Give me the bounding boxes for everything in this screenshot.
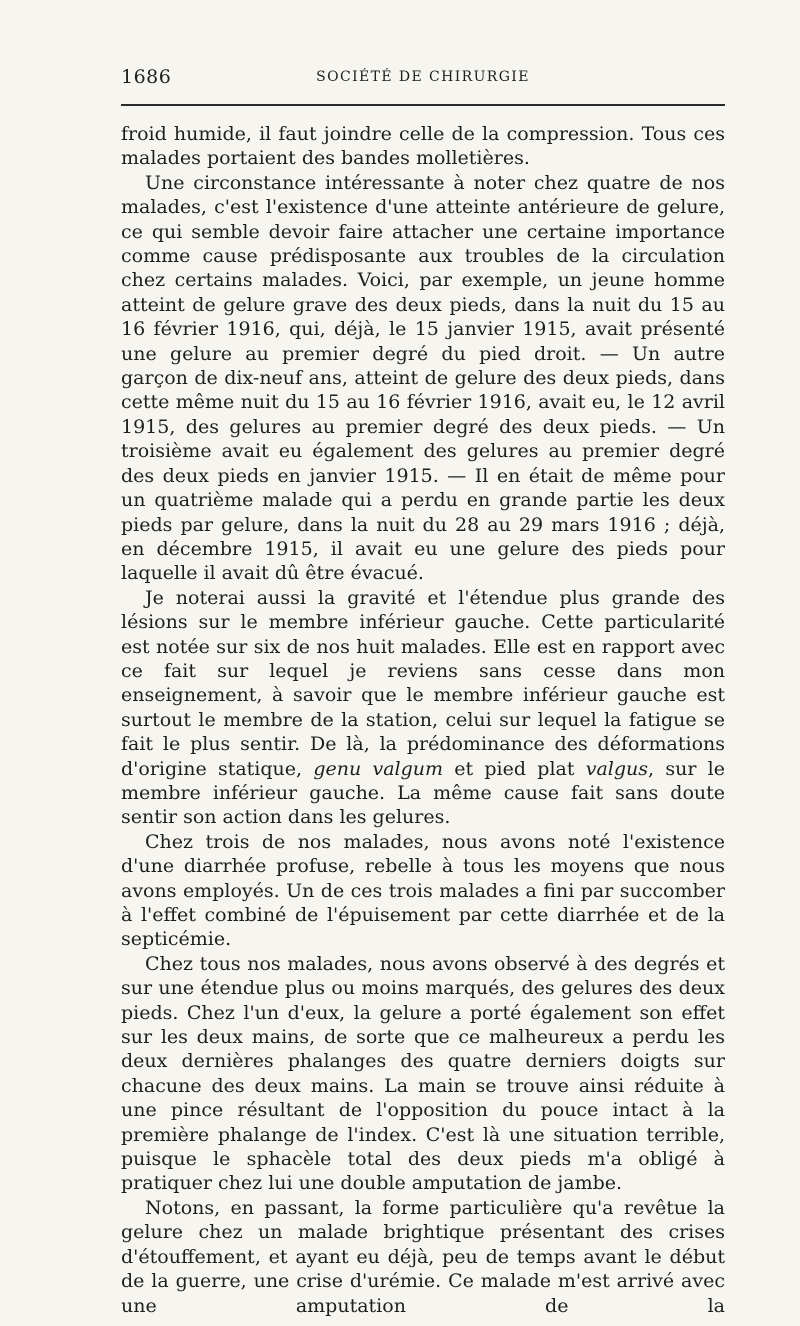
body-text [121, 122, 725, 1318]
valgus-term: valgus [585, 757, 649, 780]
paragraph-diarrhea: Chez trois de nos malades, nous avons noté l'existence d'une diarrhée profuse, rebelle à tous les moyens que nous avons employés. Un de ces trois malades a fini par succomber à l'effet combiné de l'épuisement par cette diarrhée et de la septicémie. [121, 830, 725, 951]
paragraph-prior-frostbite: Une circonstance intéressante à noter chez quatre de nos malades, c'est l'existence d'une atteinte antérieure de gelure, ce qui semble devoir faire attacher une certaine importance comme cause prédisposante aux troubles de la circulation chez certains malades. Voici, par exemple, un jeune homme atteint de gelure grave des deux pieds, dans la nuit du 15 au 16 février 1916, qui, déjà, le 15 janvier 1915, avait présenté une gelure au premier degré du pied droit. — Un autre garçon de dix-neuf ans, atteint de gelure des deux pieds, dans cette même nuit du 15 au 16 février 1916, avait eu, le 12 avril 1915, des gelures au premier degré des deux pieds. — Un troisième avait eu également des gelures au premier degré des deux pieds en janvier 1915. — Il en était de même pour un quatrième malade qui a perdu en grande partie les deux pieds par gelure, dans la nuit du 28 au 29 mars 1916 ; déjà, en décembre 1915, il avait eu une gelure des pieds pour laquelle il avait dû être évacué. [121, 171, 725, 585]
genu-valgum-term: genu valgum [313, 757, 444, 780]
paragraph-brightic-patient: Notons, en passant, la forme particulière qu'a revêtue la gelure chez un malade brightique présentant des crises d'étouffement, et ayant eu déjà, peu de temps avant le début de la guerre, une crise d'urémie. Ce malade m'est arrivé avec une amputation de la [121, 1196, 725, 1317]
paragraph-continued: froid humide, il faut joindre celle de la compression. Tous ces malades portaient des bandes molletières. [121, 123, 725, 170]
paragraph-hands-feet: Chez tous nos malades, nous avons observé à des degrés et sur une étendue plus ou moins marqués, des gelures des deux pieds. Chez l'un d'eux, la gelure a porté également son effet sur les deux mains, de sorte que ce malheureux a perdu les deux dernières phalanges des quatre derniers doigts sur chacune des deux mains. La main se trouve ainsi réduite à une pince résultant de l'opposition du pouce intact à la première phalange de l'index. C'est là une situation terrible, puisque le sphacèle total des deux pieds m'a obligé à pratiquer chez lui une double amputation de jambe. [121, 952, 725, 1195]
running-title: SOCIÉTÉ DE CHIRURGIE [316, 69, 530, 85]
page-number: 1686 [121, 66, 172, 88]
paragraph-left-limb-text-1: Je noterai aussi la gravité et l'étendue plus grande des lésions sur le membre inférieur gauche. Cette particularité est notée sur six de nos huit malades. Elle est en rapport avec ce fait sur lequel je reviens sans cesse dans mon enseignement, à savoir que le membre inférieur gauche est surtout le membre de la station, celui sur lequel la fatigue se fait le plus sentir. De là, la prédominance des déformations d'origine statique, [121, 586, 725, 780]
page-header [121, 66, 725, 90]
header-rule [121, 104, 725, 106]
paragraph-left-limb-text-3: , sur le membre inférieur gauche. La même cause fait sans doute sentir son action dans les gelures. [121, 757, 725, 829]
paragraph-left-limb-text-2: et pied plat [443, 757, 586, 780]
paragraph-left-limb [121, 586, 725, 830]
